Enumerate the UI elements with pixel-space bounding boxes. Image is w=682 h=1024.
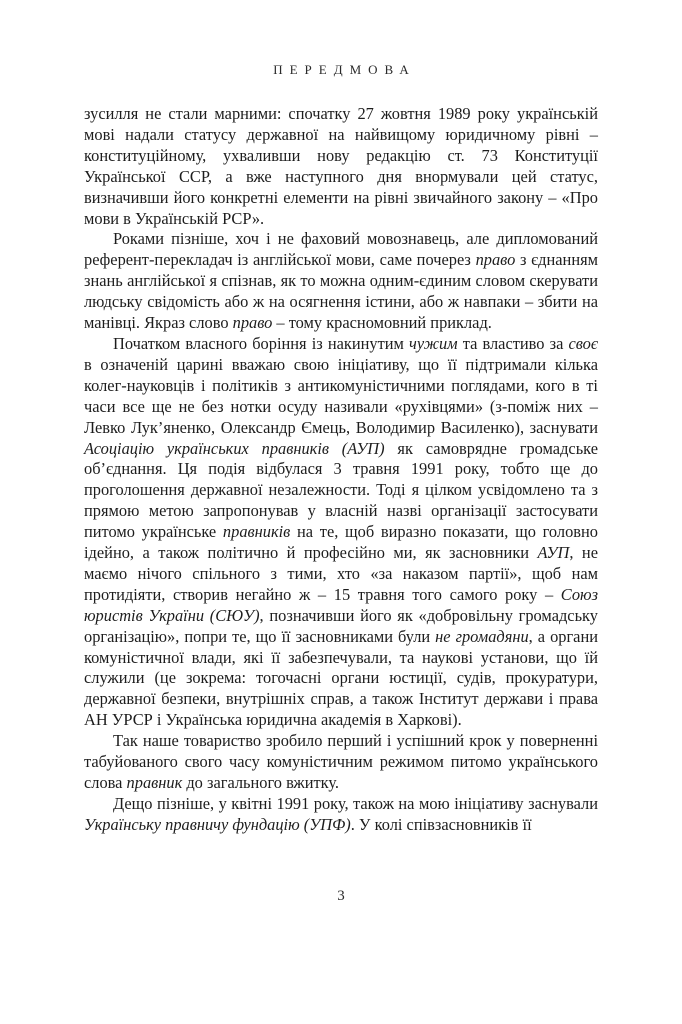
- italic-run: не громадяни: [435, 626, 529, 646]
- italic-run: Союз юристів України (СЮУ): [84, 584, 598, 625]
- text-run: в означеній царині вважаю свою ініціативу, що її підтримали кілька колег-науковців і політиків з антикомуністичними поглядами, кого в ті часи все ще не без нотки осуду називали «рухівцями» (з-поміж них – Левко Лук’яненко, Олександр Ємець, Володимир Василенко), заснувати: [84, 354, 598, 437]
- text-run: Роками пізніше, хоч і не фаховий мовознавець, але дипломований референт-перекладач із англійської мови, саме почерез: [84, 229, 598, 270]
- italic-run: правник: [126, 773, 183, 792]
- italic-run: право: [232, 313, 273, 333]
- text-run: Початком власного боріння із накинутим: [113, 333, 410, 353]
- italic-run: правників: [222, 522, 291, 542]
- text-run: Так наше товариство зробило перший і успішний крок у поверненні табуйованого свого часу комуністичним режимом питомо українського слова: [84, 731, 598, 792]
- text-run: як самоврядне громадське об’єднання. Ця подія відбулася 3 травня 1991 року, тобто ще до проголошення державної незалежности. Тоді я цілком усвідомлено та з прямою метою запропонував у власній назві організації застосувати питомо українське: [84, 438, 598, 542]
- italic-run: своє: [568, 333, 598, 353]
- paragraph: [84, 334, 598, 731]
- italic-run: право: [475, 250, 516, 270]
- paragraph: [84, 731, 598, 794]
- text-run: та властиво за: [457, 333, 569, 353]
- text-run: Дещо пізніше, у квітні 1991 року, також на мою ініціативу заснували: [113, 793, 598, 813]
- text-run: , не маємо нічого спільного з тими, хто «за наказом партії», щоб нам протидіяти, створив негайно ж – 15 травня того самого року –: [84, 543, 598, 604]
- italic-run: Асоціацію українських правників (АУП): [84, 438, 385, 458]
- paragraph: [84, 794, 598, 836]
- text-run: . У колі співзасновників її: [350, 814, 532, 834]
- body-text: [84, 104, 598, 836]
- text-run: – тому красномовний приклад.: [272, 313, 492, 333]
- italic-run: АУП: [537, 543, 570, 563]
- text-run: , а органи комуністичної влади, які її забезпечували, та наукові установи, що їй служили (це зокрема: тогочасні органи юстиції, судів, прокуратури, державної безпеки, внутрішніх справ, а також Інститут держави і права АН УРСР і Українська юридична академія в Харкові).: [84, 626, 598, 730]
- text-run: зусилля не стали марними: спочатку 27 жовтня 1989 року українській мові надали статусу державної на найвищому юридичному рівні – конституційному, ухваливши нову редакцію ст. 73 Конституції Української ССР, а вже наступного дня внормували цей статус, визначивши його конкретні елементи на рівні звичайного закону – «Про мови в Українській РСР».: [84, 104, 598, 228]
- text-run: до загального вжитку.: [182, 773, 340, 792]
- paragraph: [84, 104, 598, 229]
- text-run: з єднанням знань англійської я спізнав, як то можна одним-єдиним словом скерувати людську свідомість або ж на осягнення істини, або ж навпаки – збити на манівці. Якраз слово: [84, 250, 599, 333]
- text-run: , позначивши його як «добровільну громадську організацію», попри те, що її засновниками були: [84, 605, 598, 646]
- italic-run: Українську правничу фундацію (УПФ): [84, 814, 351, 834]
- paragraph: [84, 229, 598, 334]
- page-number: 3: [337, 888, 345, 904]
- text-run: на те, щоб виразно показати, що головно ідейно, а також політично й професійно ми, як засновники: [84, 522, 598, 563]
- running-head: ПЕРЕДМОВА: [273, 62, 416, 77]
- italic-run: чужим: [409, 333, 458, 353]
